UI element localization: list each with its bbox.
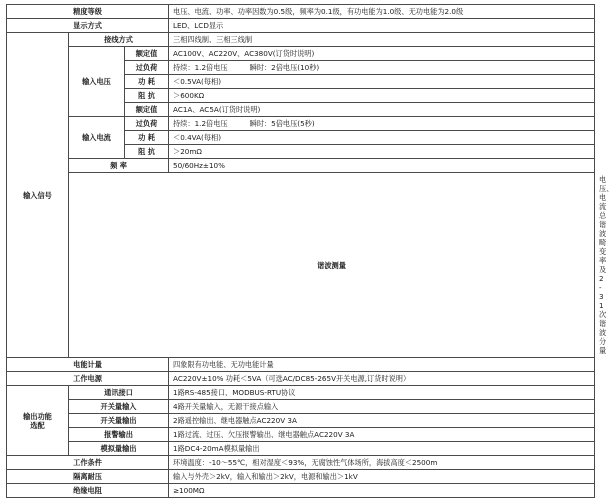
table-row	[7, 400, 595, 414]
digital-output-value: 2路遥控输出、继电器触点AC220V 3A	[169, 414, 595, 428]
table-row	[7, 117, 595, 131]
comm-label: 通讯接口	[69, 386, 169, 400]
comm-value: 1路RS-485接口、MODBUS-RTU协议	[169, 386, 595, 400]
table-row	[7, 414, 595, 428]
table-row	[7, 456, 595, 470]
voltage-rated-label: 额定值	[125, 47, 169, 61]
current-rated-label: 额定值	[125, 103, 169, 117]
alarm-output-label: 报警输出	[69, 428, 169, 442]
frequency-value: 50/60Hz±10%	[169, 159, 595, 173]
table-row	[7, 159, 595, 173]
specification-table	[6, 4, 613, 498]
output-function-label-line1: 输出功能	[23, 411, 52, 421]
power-supply-label: 工作电源	[7, 372, 169, 386]
output-function-label	[7, 386, 69, 456]
accuracy-label: 精度等级	[7, 5, 169, 19]
voltage-impedance-label: 阻 抗	[125, 89, 169, 103]
table-row	[7, 5, 595, 19]
current-overload-value	[169, 117, 595, 131]
display-value: LED、LCD显示	[169, 19, 595, 33]
current-overload-label: 过负荷	[125, 117, 169, 131]
alarm-output-value: 1路过流、过压、欠压报警输出、继电器触点AC220V 3A	[169, 428, 595, 442]
digital-output-label: 开关量输出	[69, 414, 169, 428]
table-row	[7, 47, 595, 61]
wiring-label: 接线方式	[69, 33, 169, 47]
table-row	[7, 428, 595, 442]
voltage-rated-value: AC100V、AC220V、AC380V(订货时说明)	[169, 47, 595, 61]
frequency-label: 频 率	[69, 159, 169, 173]
table-row	[7, 386, 595, 400]
table-row	[7, 19, 595, 33]
harmonic-label: 谐波测量	[69, 173, 595, 358]
power-supply-value: AC220V±10% 功耗＜5VA（可选AC/DC85-265V开关电源,订货时说明）	[169, 372, 595, 386]
voltage-overload-value	[169, 61, 595, 75]
voltage-overload-continuous: 持续：1.2倍电压	[173, 63, 228, 72]
current-overload-instant: 瞬时：5倍电压(5秒)	[249, 119, 315, 128]
insulation-value: ≥100MΩ	[169, 484, 595, 498]
digital-input-label: 开关量输入	[69, 400, 169, 414]
digital-input-value: 4路开关量输入，无源干接点输入	[169, 400, 595, 414]
current-impedance-label: 阻 抗	[125, 145, 169, 159]
insulation-label: 绝缘电阻	[7, 484, 169, 498]
analog-output-label: 模拟量输出	[69, 442, 169, 456]
table-row	[7, 358, 595, 372]
input-voltage-label: 输入电压	[69, 47, 125, 117]
current-overload-continuous: 持续：1.2倍电压	[173, 119, 228, 128]
input-signal-label: 输入信号	[7, 33, 69, 358]
wiring-value: 三相四线制、三相三线制	[169, 33, 595, 47]
current-rated-value: AC1A、AC5A(订货时说明)	[169, 103, 595, 117]
table-row	[7, 33, 595, 47]
table-row	[7, 442, 595, 456]
current-impedance-value: ＞20mΩ	[169, 145, 595, 159]
voltage-impedance-value: ＞600KΩ	[169, 89, 595, 103]
display-label: 显示方式	[7, 19, 169, 33]
analog-output-value: 1路DC4-20mA模拟量输出	[169, 442, 595, 456]
working-condition-value: 环境温度：-10～55℃，相对湿度＜93%，无腐蚀性气体场所，海拔高度＜2500m	[169, 456, 595, 470]
table-row	[7, 470, 595, 484]
voltage-power-label: 功 耗	[125, 75, 169, 89]
table-row: 谐波测量 电压、电流总谐波畸变率及2-31次谐波分量	[7, 173, 595, 358]
table-row	[7, 484, 595, 498]
working-condition-label: 工作条件	[7, 456, 169, 470]
voltage-power-value: ＜0.5VA(每相)	[169, 75, 595, 89]
output-function-label-line2: 选配	[30, 420, 45, 430]
current-power-label: 功 耗	[125, 131, 169, 145]
isolation-label: 隔离耐压	[7, 470, 169, 484]
voltage-overload-instant: 瞬时：2倍电压(10秒)	[249, 63, 320, 72]
isolation-value: 输入与外壳＞2kV，输入和输出＞2kV，电源和输出＞1kV	[169, 470, 595, 484]
current-power-value: ＜0.4VA(每相)	[169, 131, 595, 145]
accuracy-value: 电压、电流、功率、功率因数为0.5级，频率为0.1级，有功电能为1.0级、无功电能为2.0级	[169, 5, 595, 19]
voltage-overload-label: 过负荷	[125, 61, 169, 75]
table-row	[7, 372, 595, 386]
energy-label: 电能计量	[7, 358, 169, 372]
energy-value: 四象限有功电能、无功电能计量	[169, 358, 595, 372]
input-current-label: 输入电流	[69, 117, 125, 159]
